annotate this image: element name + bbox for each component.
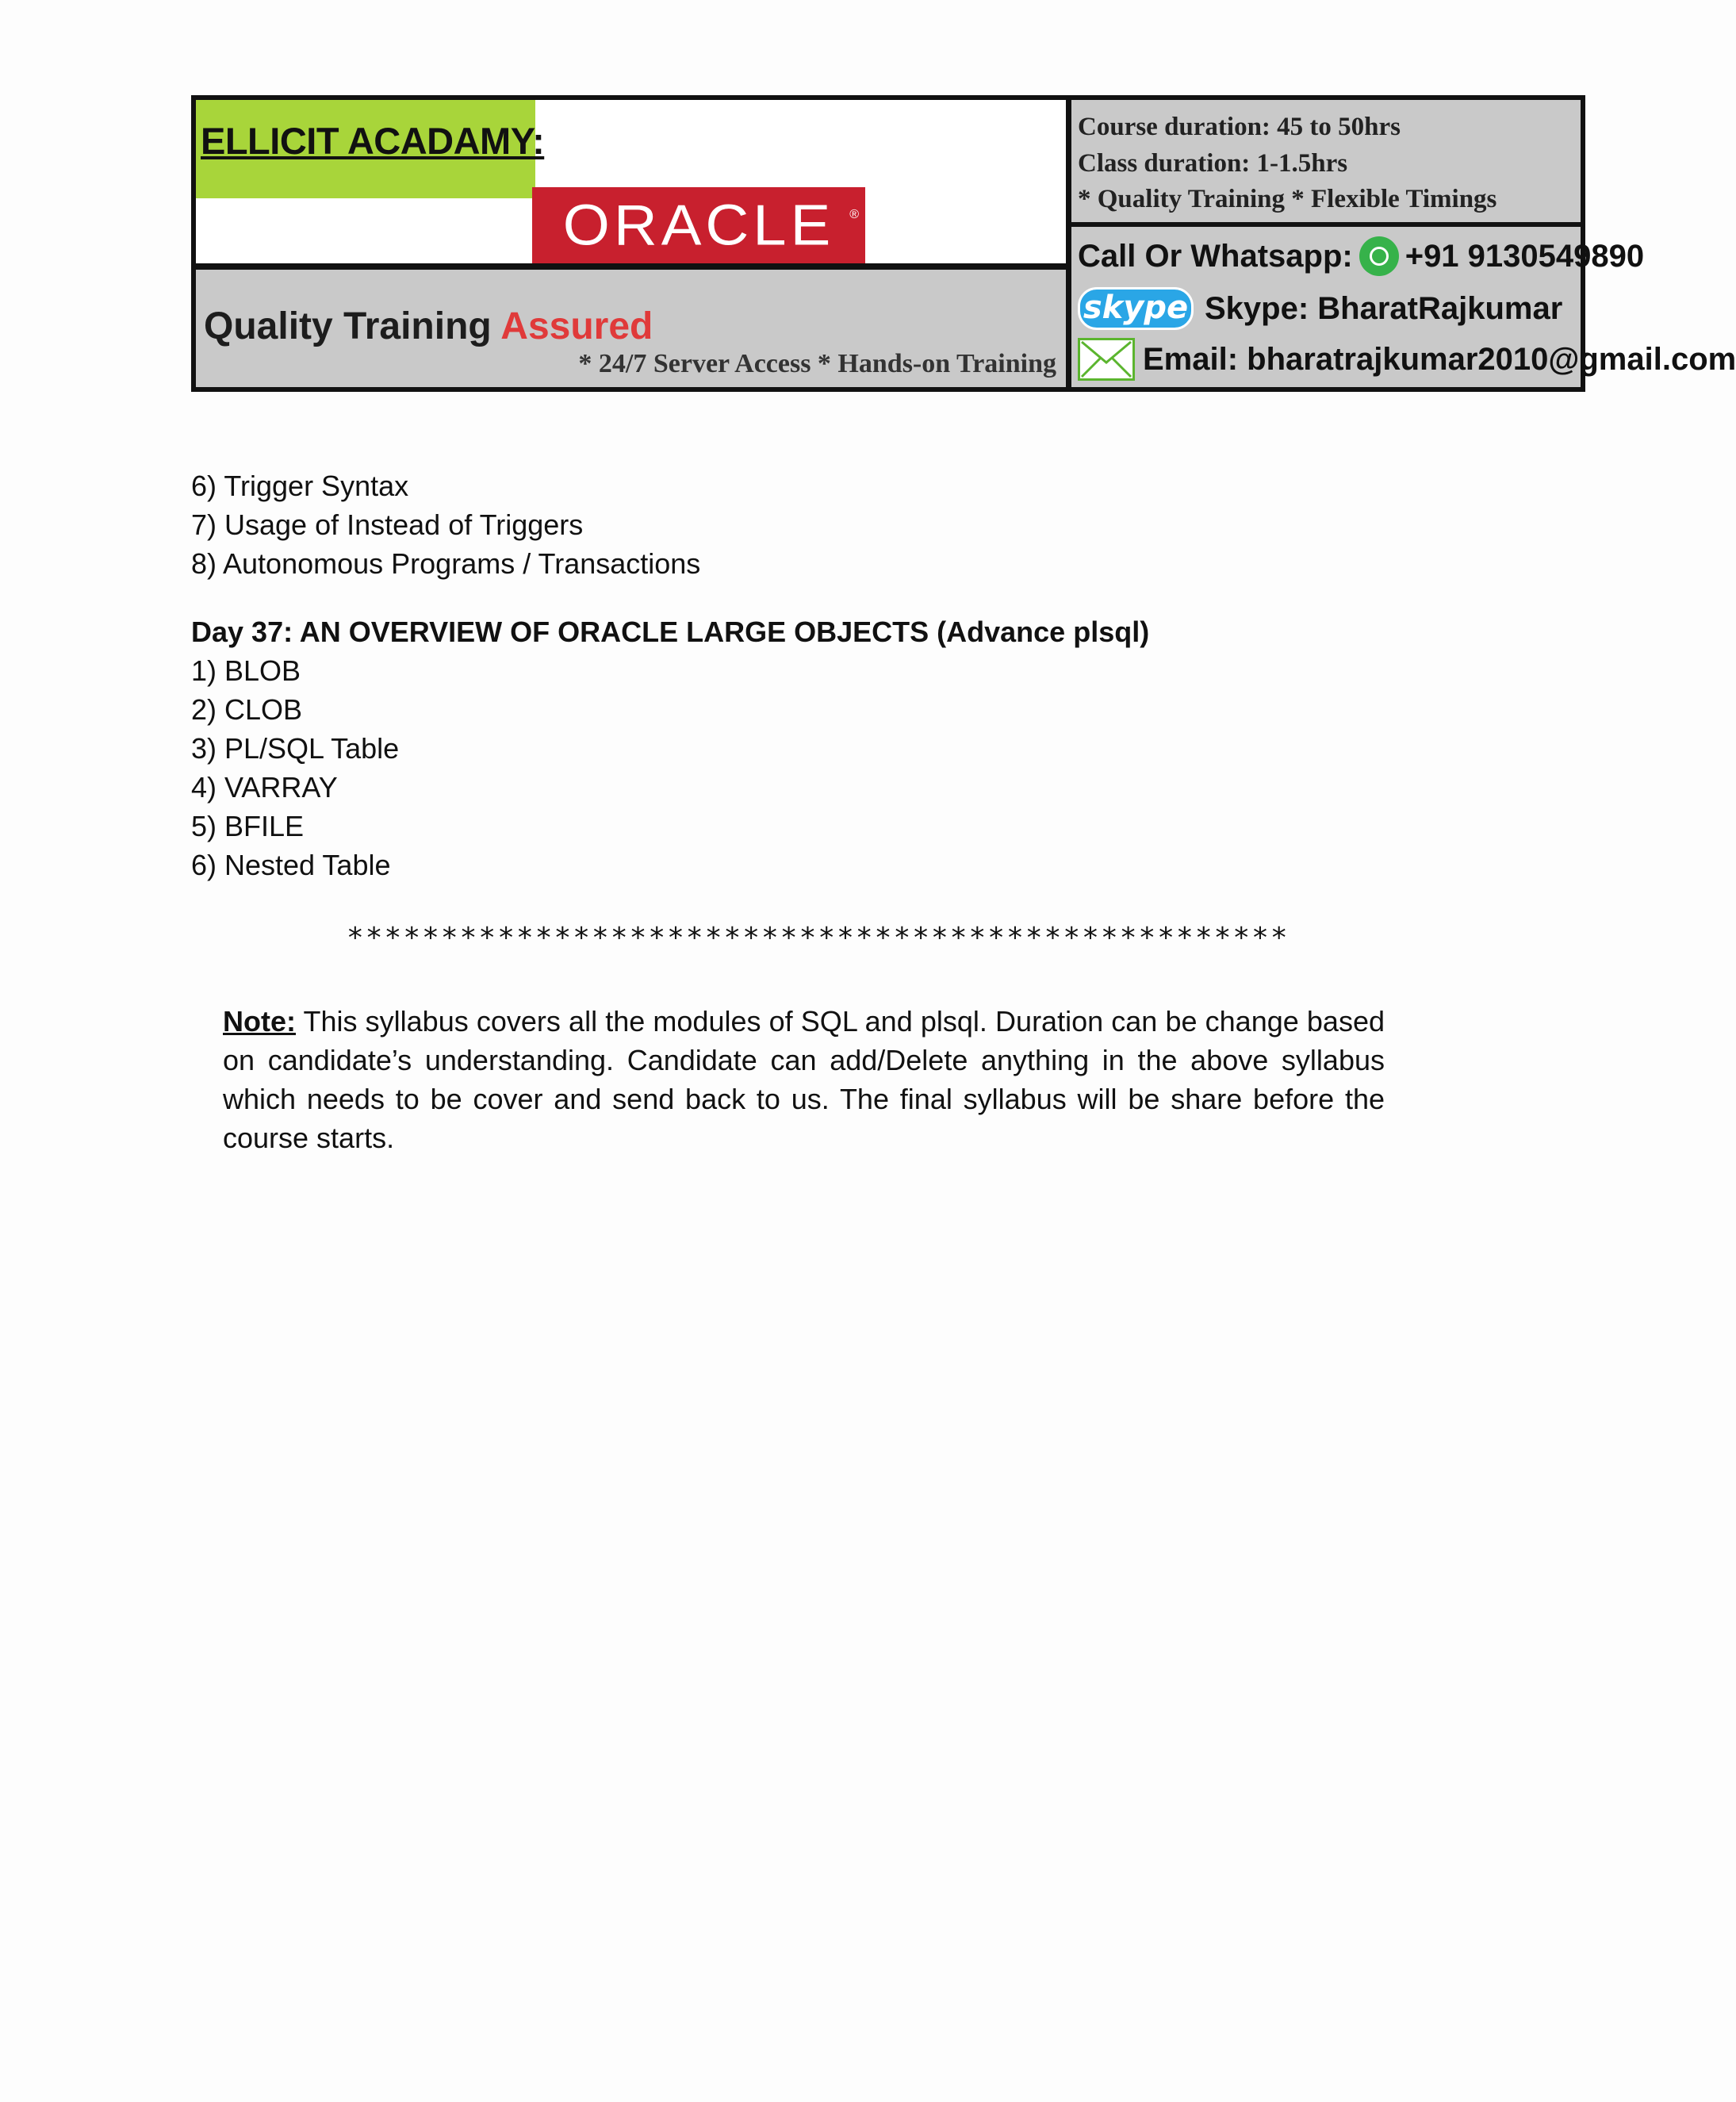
tagline-box bbox=[196, 270, 1066, 387]
mail-icon bbox=[1078, 338, 1135, 381]
list-item: 4) VARRAY bbox=[191, 771, 338, 804]
phone-number: +91 9130549890 bbox=[1405, 238, 1645, 274]
academy-title: ELLICIT ACADAMY: bbox=[201, 120, 545, 162]
class-duration: Class duration: 1-1.5hrs bbox=[1078, 149, 1348, 178]
logo-box bbox=[196, 100, 1066, 263]
email-line bbox=[1078, 338, 1736, 381]
oracle-logo-text: ORACLE bbox=[562, 193, 835, 258]
header-banner bbox=[191, 95, 1736, 392]
quality-line: * Quality Training * Flexible Timings bbox=[1078, 185, 1497, 213]
list-item: 1) BLOB bbox=[191, 654, 301, 687]
banner-left-panel bbox=[196, 100, 1066, 387]
tagline-main: Quality Training bbox=[204, 305, 501, 347]
registered-mark: ® bbox=[849, 208, 859, 221]
oracle-logo bbox=[532, 187, 865, 263]
whatsapp-icon bbox=[1359, 236, 1399, 276]
list-item: 6) Nested Table bbox=[191, 849, 391, 881]
note-text: This syllabus covers all the modules of SQL and plsql. Duration can be change based on candidate’s understanding. Candidate can add/Delete anything in the above syllabus which needs to be cover and send back to us. The final syllabus will be share before the course starts. bbox=[223, 1005, 1385, 1154]
banner-right-panel bbox=[1071, 100, 1736, 387]
academy-band bbox=[196, 100, 545, 198]
skype-icon: skype bbox=[1078, 287, 1194, 330]
tagline bbox=[204, 305, 653, 348]
syllabus-content bbox=[191, 466, 1149, 884]
list-item: 8) Autonomous Programs / Transactions bbox=[191, 547, 701, 580]
contact-box bbox=[1071, 227, 1736, 387]
list-item: 2) CLOB bbox=[191, 693, 303, 726]
tagline-assured: Assured bbox=[500, 305, 653, 347]
separator: ************************************************** bbox=[347, 922, 1290, 954]
list-item: 7) Usage of Instead of Triggers bbox=[191, 508, 584, 541]
list-item: 6) Trigger Syntax bbox=[191, 470, 409, 502]
features-line: * 24/7 Server Access * Hands-on Training bbox=[578, 349, 1056, 378]
white-strip bbox=[196, 198, 532, 262]
list-item: 3) PL/SQL Table bbox=[191, 732, 400, 765]
note-paragraph bbox=[223, 1002, 1385, 1157]
call-label: Call Or Whatsapp: bbox=[1078, 238, 1353, 274]
course-duration: Course duration: 45 to 50hrs bbox=[1078, 113, 1401, 141]
call-line bbox=[1078, 236, 1644, 276]
email-address: Email: bharatrajkumar2010@gmail.com bbox=[1143, 341, 1736, 377]
day-heading: Day 37: AN OVERVIEW OF ORACLE LARGE OBJECTS (Advance plsql) bbox=[191, 616, 1150, 648]
course-info-box bbox=[1071, 100, 1581, 222]
skype-id: Skype: BharatRajkumar bbox=[1205, 290, 1563, 326]
list-item: 5) BFILE bbox=[191, 810, 305, 842]
skype-line bbox=[1078, 287, 1562, 330]
note-label: Note: bbox=[223, 1005, 296, 1038]
